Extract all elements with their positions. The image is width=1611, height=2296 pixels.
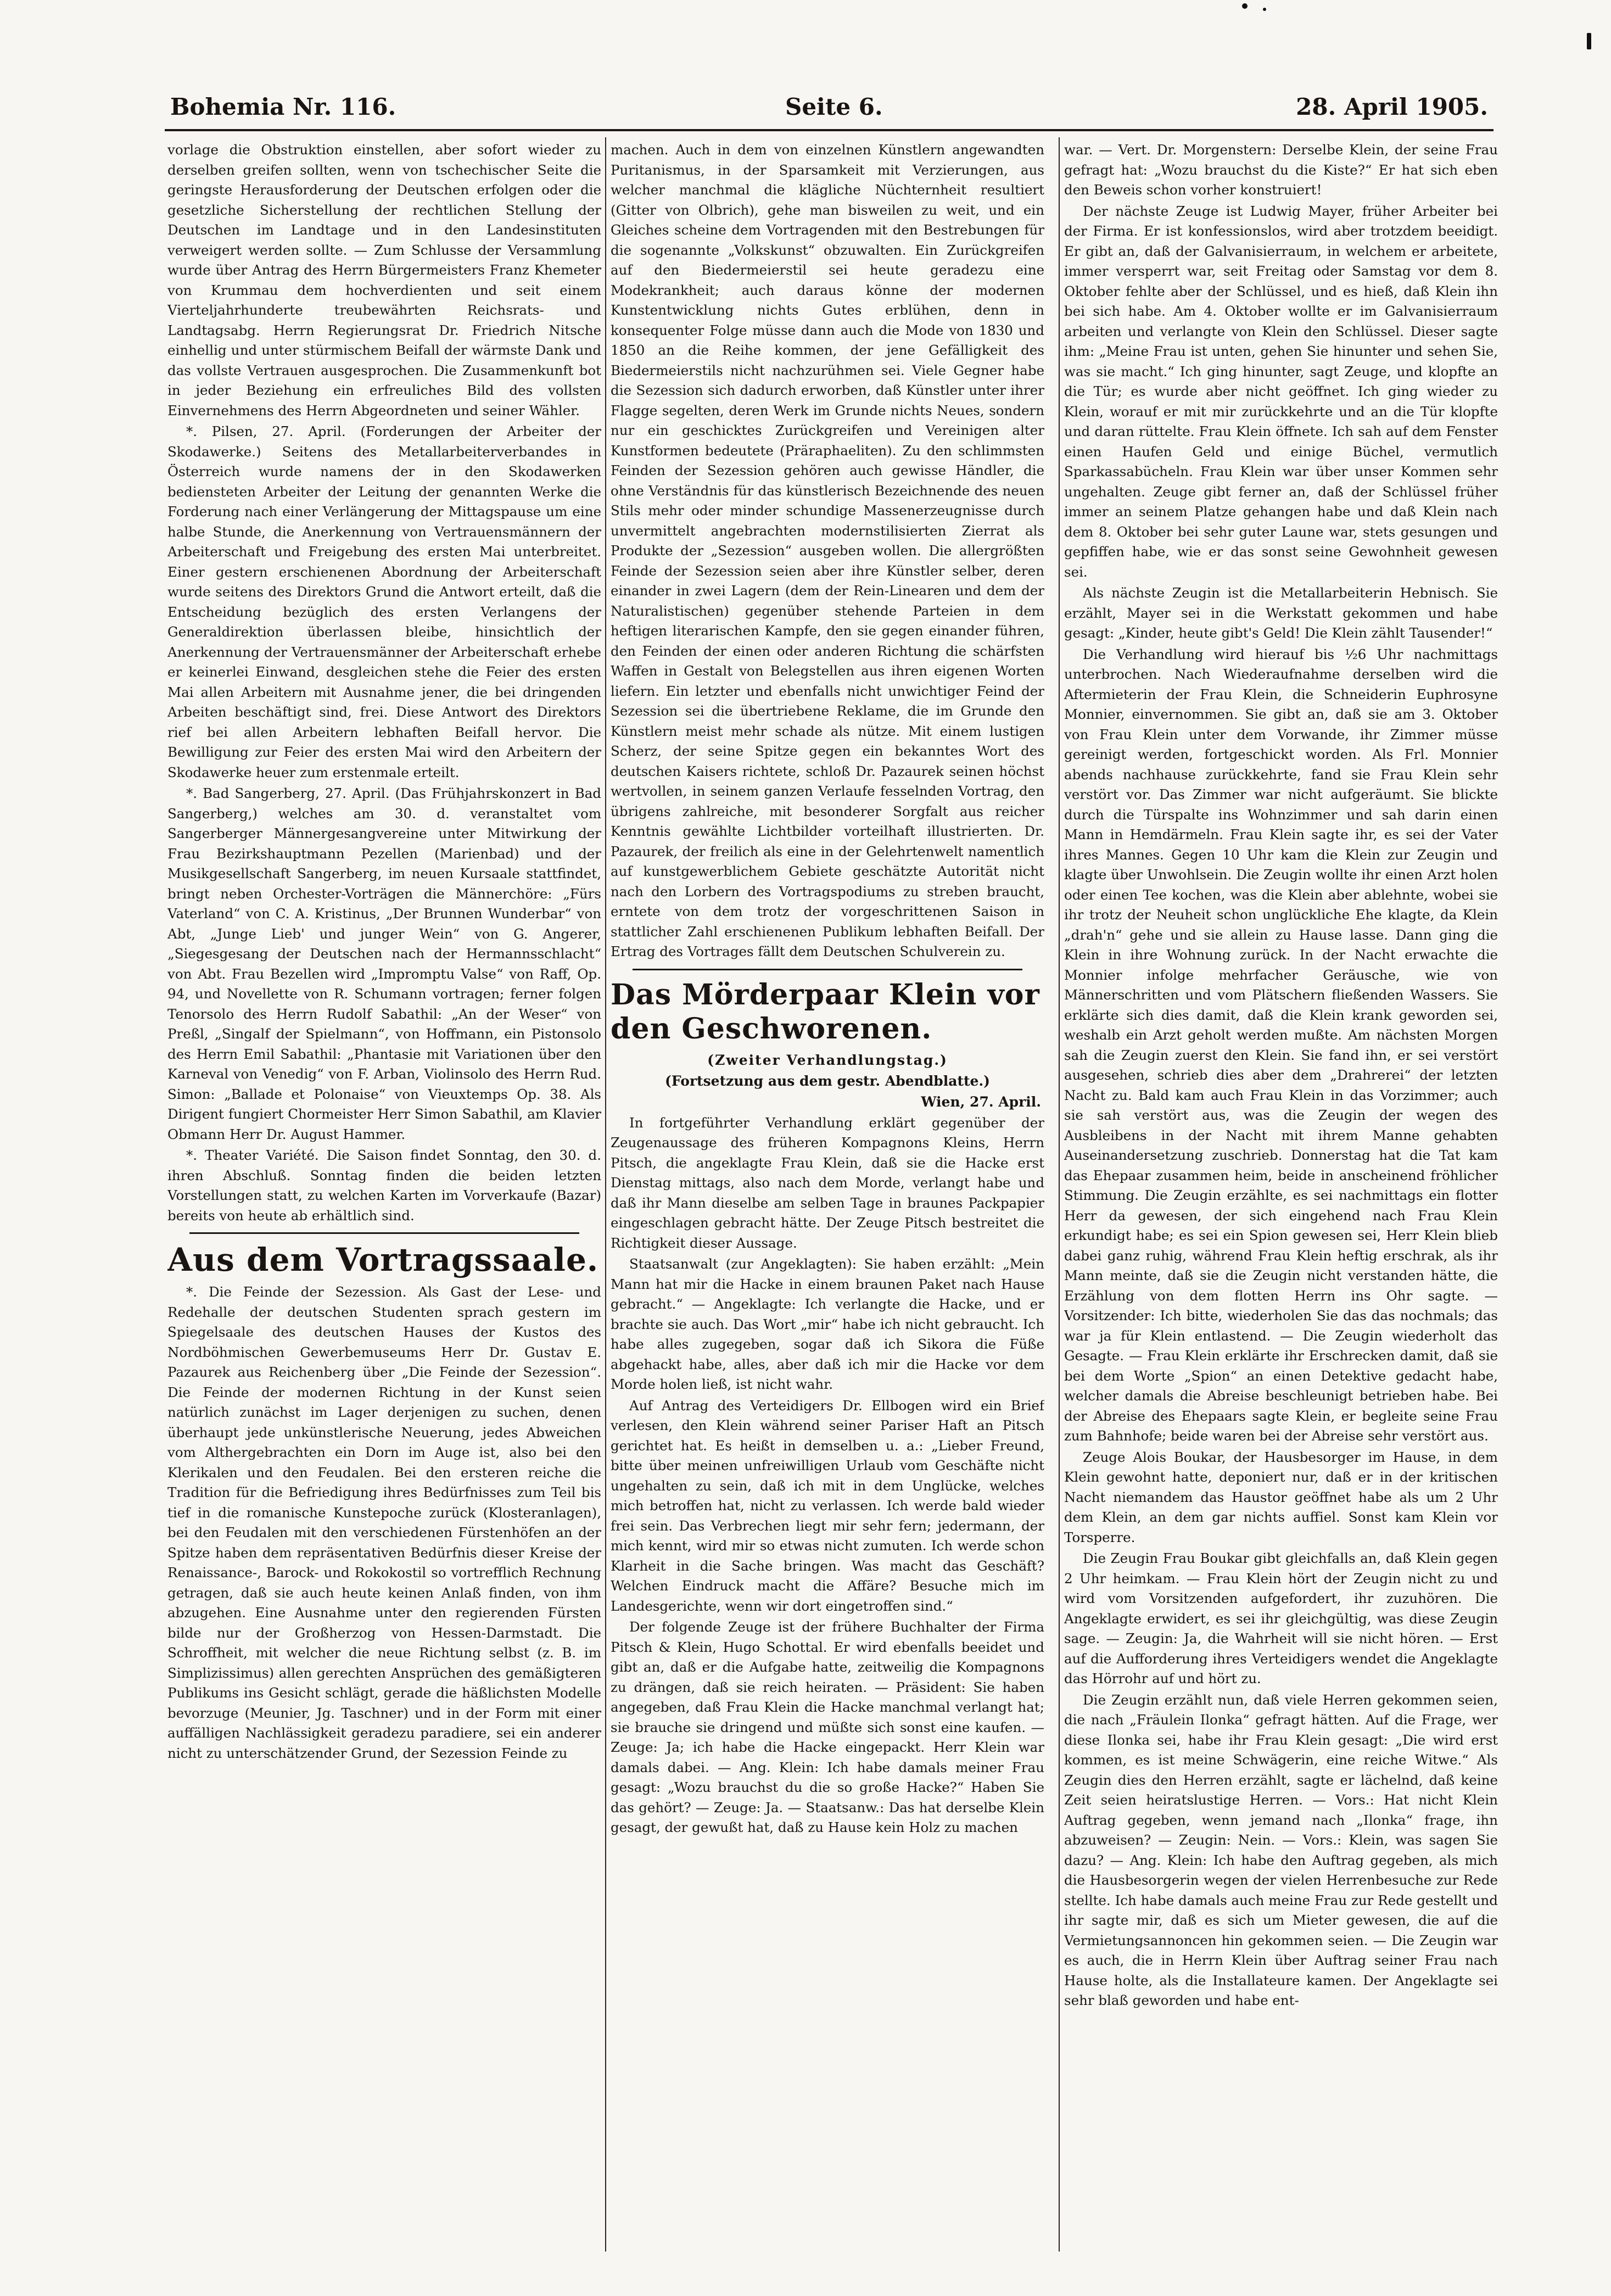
trial-paragraph: Als nächste Zeugin ist die Metallarbeiterin Hebnisch. Sie erzählt, Mayer sei in die Werkstatt gekommen und habe gesagt: „Kinder, heute gibt's Geld! Die Klein zählt Tausender!“ bbox=[1064, 585, 1498, 641]
column-2 bbox=[611, 140, 1044, 2249]
article-theater-variete: *. Theater Variété. Die Saison findet Sonntag, den 30. d. ihren Abschluß. Sonntag finden die beiden letzten Vorstellungen statt, zu welchen Karten im Vorverkaufe (Bazar) bereits von heute ab erhältlich sind. bbox=[167, 1147, 601, 1224]
trial-paragraph: Die Zeugin erzählt nun, daß viele Herren gekommen seien, die nach „Fräulein Ilonka“ gefragt hätten. Auf die Frage, wer diese Ilonka sei, habe ihr Frau Klein gesagt: „Die wird erst kommen, es ist meine Schwägerin, eine reiche Witwe.“ Als Zeugin dies den Herren erzählt, sagte er lächelnd, daß keine Zeit seien heiratslustige Herren. — Vors.: Hat nicht Klein Auftrag gegeben, wenn jemand nach „Ilonka“ frage, ihn abzuweisen? — Zeugin: Nein. — Vors.: Klein, was sagen Sie dazu? — Ang. Klein: Ich habe den Auftrag gegeben, als mich die Hausbesorgerin wegen der vielen Herrenbesuche zur Rede stellte. Ich habe damals auch meine Frau zur Rede gestellt und ihr sagte mir, daß es sich um Mieter gewesen, die auf die Vermietungsannoncen hin gekommen seien. — Die Zeugin war es auch, die in Herrn Klein über Auftrag seiner Frau nach Hause holte, als die Installateure kamen. Der Angeklagte sei sehr blaß geworden und habe ent- bbox=[1064, 1691, 1498, 2008]
header-date: 28. April 1905. bbox=[1296, 93, 1488, 120]
section-divider bbox=[633, 969, 1022, 970]
scan-speck bbox=[1242, 3, 1248, 9]
scan-speck bbox=[1587, 33, 1591, 49]
column-divider-1 bbox=[605, 137, 606, 2252]
header-page-number: Seite 6. bbox=[785, 93, 883, 120]
article-text: vorlage die Obstruktion einstellen, aber sofort wieder zu derselben greifen sollten, wenn von tschechischer Seite die geringste Herausforderung der Deutschen erfolgen oder die gesetzliche Sicherstellung der rechtlichen Stellung der Deutschen im Landtage und in den Landesinstituten verweigert werden sollte. — Zum Schlusse der Versammlung wurde über Antrag des Herrn Bürgermeisters Franz Khemeter von Krummau dem hochverdienten und seit einem Vierteljahrhunderte treubewährten Reichsrats- und Landtagsabg. Herrn Regierungsrat Dr. Friedrich Nitsche einhellig und unter stürmischem Beifall der wärmste Dank und das vollste Vertrauen ausgesprochen. Die Zusammenkunft bot in jeder Beziehung ein erfreuliches Bild des vollsten Einvernehmens des Herrn Abgeordneten und seiner Wähler. bbox=[167, 142, 601, 418]
dateline: Wien, 27. April. bbox=[921, 1093, 1041, 1110]
trial-paragraph: Der folgende Zeuge ist der frühere Buchhalter der Firma Pitsch & Klein, Hugo Schottal. Er wird ebenfalls beeidet und gibt an, daß er die Aufgabe hatte, zeitweilig die Kompagnons zu drängen, daß sie reich heiraten. — Präsident: Sie haben angegeben, daß Frau Klein die Hacke manchmal verlangt hat; sie brauche sie dringend und müßte sich sonst eine kaufen. — Zeuge: Ja; ich habe die Hacke eingepackt. Herr Klein war damals dabei. — Ang. Klein: Ich habe damals meiner Frau gesagt: „Wozu brauchst du die so große Hacke?“ Haben Sie das gehört? — Zeuge: Ja. — Staatsanw.: Das hat derselbe Klein gesagt, der gewußt hat, daß zu Hause kein Holz zu machen bbox=[611, 1619, 1044, 1835]
trial-paragraph: Zeuge Alois Boukar, der Hausbesorger im Hause, in dem Klein gewohnt hatte, deponiert nur, daß er in der kritischen Nacht niemandem das Haustor geöffnet habe als um 2 Uhr dem Klein, an dem gar nichts auffiel. Sonst kam Klein vor Torsperre. bbox=[1064, 1449, 1498, 1545]
article-text: machen. Auch in dem von einzelnen Künstlern angewandten Puritanismus, in der Sparsamkeit mit Verzierungen, aus welcher manchmal die klägliche Nüchternheit resultiert (Gitter von Olbrich), gehe man bisweilen zu weit, und ein Gleiches scheine dem Vortragenden mit den Bestrebungen für die sogenannte „Volkskunst“ obzuwalten. Ein Zurückgreifen auf den Biedermeierstil sei heute geradezu eine Modekrankheit; auch daraus könne der modernen Kunstentwicklung nichts Gutes erblühen, denn in konsequenter Folge müsse dann auch die Mode von 1830 und 1850 an die Reihe kommen, der jene Gefälligkeit des Biedermeierstils nicht nachzurühmen sei. Viele Gegner habe die Sezession sich dadurch erworben, daß Künstler unter ihrer Flagge segelten, deren Werk im Grunde nichts Neues, sondern nur ein geschicktes Zurückgreifen und Vereinigen alter Kunstformen bedeutete (Präraphaeliten). Zu den schlimmsten Feinden der Sezession gehören auch gewisse Händler, die ohne Verständnis für das künstlerisch Bezeichnende des neuen Stils mehr oder minder schundige Massenerzeugnisse durch unvermittelt angebrachten modernstilisierten Zierrat als Produkte der „Sezession“ ausgeben wollen. Die allergrößten Feinde der Sezession seien aber ihre Künstler selber, deren einander in zwei Lagern (dem der Rein-Linearen und dem der Naturalistischen) gegenüber stehende Parteien in dem heftigen literarischen Kampfe, den sie gegen einander führen, den Feinden der einen oder anderen Richtung die schärfsten Waffen in Gestalt von Belegstellen aus ihren eigenen Worten liefern. Ein letzter und ebenfalls nicht unwichtiger Feind der Sezession sei die übertriebene Reklame, die im Grunde den Künstlern meist mehr schade als nütze. Mit einem lustigen Scherz, der seine Spitze gegen ein bekanntes Wort des deutschen Kaisers richtete, schloß Dr. Pazaurek seinen höchst wertvollen, in seinem ganzen Verlaufe fesselnden Vortrag, den übrigens zahlreiche, mit besonderer Sorgfalt aus reicher Kenntnis gewählte Lichtbilder vorteilhaft illustrierten. Dr. Pazaurek, der freilich als eine in der Gelehrtenwelt namentlich auf kunstgewerblichem Gebiete geschätzte Autorität nicht nach den Lorbern des Vortragspodiums zu streben braucht, erntete von dem trotz der vorgeschrittenen Saison in stattlicher Zahl erschienenen Publikum lebhaften Beifall. Der Ertrag des Vortrages fällt dem Deutschen Schulverein zu. bbox=[611, 142, 1044, 959]
trial-paragraph: Die Verhandlung wird hierauf bis ½6 Uhr nachmittags unterbrochen. Nach Wiederaufnahme derselben wird die Aftermieterin der Frau Klein, die Schneiderin Euphrosyne Monnier, einvernommen. Sie gibt an, daß sie am 3. Oktober von Frau Klein unter dem Vorwande, ihr Zimmer müsse gereinigt werden, fortgeschickt worden. Als Frl. Monnier abends nachhause zurückkehrte, fand sie Frau Klein sehr verstört vor. Das Zimmer war nicht aufgeräumt. Sie blickte durch die Türspalte ins Wohnzimmer und sah darin einen Mann in Hemdärmeln. Frau Klein sagte ihr, es sei der Vater ihres Mannes. Gegen 10 Uhr kam die Klein zur Zeugin und klagte über Unwohlsein. Die Zeugin wollte ihr einen Arzt holen oder einen Tee kochen, was die Klein aber ablehnte, wobei sie ihr trotz der Neuheit schon unglückliche Ehe klagte, da Klein „drah'n“ gehe und sie allein zu Hause lasse. Dann ging die Klein in ihre Wohnung zurück. In der Nacht erwachte die Monnier infolge mehrfacher Geräusche, wie von Männerschritten und vom Plätschern fließenden Wassers. Sie erklärte sich dies damit, daß die Klein krank geworden sei, weshalb ein Arzt geholt werden mußte. Am nächsten Morgen sah die Zeugin zuerst den Klein. Sie fand ihn, er sei verstört ausgesehen, schrieb dies aber dem „Drahrerei“ der letzten Nacht zu. Bald kam auch Frau Klein in das Vorzimmer; auch sie sah verstört aus, was die Zeugin der wegen des Ausbleibens in der Nacht mit ihrem Manne gehabten Auseinandersetzung zuschrieb. Donnerstag hat die Tat kam das Ehepaar zusammen heim, beide in anscheinend fröhlicher Stimmung. Die Zeugin erzählte, es sei nachmittags ein flotter Herr da gewesen, der sich eingehend nach Frau Klein erkundigt habe; es sei ein Spion gewesen sei, Herr Klein blieb dabei ganz ruhig, während Frau Klein heftig erschrak, als ihr Mann meinte, daß sie die Zeugin nicht verstanden hätte, die Erzählung von dem flotten Herrn ins Ohr sagte. — Vorsitzender: Ich bitte, wiederholen Sie das das nochmals; das war ja für Klein entlastend. — Die Zeugin wiederholt das Gesagte. — Frau Klein erklärte ihr Erschrecken damit, daß sie bei dem Worte „Spion“ an einen Detektive gedacht habe, welcher damals die Abreise beschleunigt betrieben habe. Bei der Abreise des Ehepaars sagte Klein, er begleite seine Frau zum Bahnhofe; beide waren bei der Abreise sehr verstört aus. bbox=[1064, 646, 1498, 1444]
scan-speck bbox=[1263, 8, 1266, 11]
trial-paragraph: Der nächste Zeuge ist Ludwig Mayer, früher Arbeiter bei der Firma. Er ist konfessionslos, wird aber trotzdem beeidigt. Er gibt an, daß der Galvanisierraum, in welchem er arbeitete, immer versperrt war, seit Freitag oder Samstag vor dem 8. Oktober fehlte aber der Schlüssel, und es hieß, daß Klein ihn bei sich habe. Am 4. Oktober wollte er im Galvanisierraum arbeiten und verlangte von Klein den Schlüssel. Dieser sagte ihm: „Meine Frau ist unten, gehen Sie hinunter und sehen Sie, was sie macht.“ Ich ging hinunter, sagt Zeuge, und klopfte an die Tür; es wurde aber nicht geöffnet. Ich ging wieder zu Klein, worauf er mit mir zurückkehrte und an die Tür klopfte und daran rüttelte. Frau Klein öffnete. Ich sah auf dem Fenster einen Haufen Geld und einige Büchel, vermutlich Sparkassabücheln. Frau Klein war über unser Kommen sehr ungehalten. Zeuge gibt ferner an, daß der Schlüssel früher immer an seinem Platze gehangen habe und daß Klein nach dem 8. Oktober bei sehr guter Laune war, stets gesungen und gepfiffen habe, wie er das sonst seine Gewohnheit gewesen sei. bbox=[1064, 203, 1498, 580]
page-header bbox=[170, 93, 1488, 132]
column-1 bbox=[167, 140, 601, 2249]
article-pilsen: *. Pilsen, 27. April. (Forderungen der Arbeiter der Skodawerke.) Seitens des Metallarbeiterverbandes in Österreich wurde namens der in den Skodawerken bediensteten Arbeiter der Leitung der genannten Werke die Forderung nach einer Verlängerung der Mittagspause um eine halbe Stunde, die Anerkennung von Vertrauensmännern der Arbeiterschaft und Freigebung des ersten Mai unterbreitet. Einer gestern erschienenen Abordnung der Arbeiterschaft wurde seitens des Direktors Grund die Antwort erteilt, daß die Entscheidung bezüglich des ersten Verlangens der Generaldirektion überlassen bleibe, hinsichtlich der Anerkennung der Vertrauensmänner der Arbeiterschaft erhebe er keinerlei Einwand, desgleichen stehe die Feier des ersten Mai allen Arbeitern mit Ausnahme jener, die bei dringenden Arbeiten beschäftigt sind, frei. Diese Antwort des Direktors rief bei allen Arbeitern lebhaften Beifall hervor. Die Bewilligung zur Feier des ersten Mai wird den Arbeitern der Skodawerke heuer zum erstenmale erteilt. bbox=[167, 423, 601, 780]
section-subtitle: (Zweiter Verhandlungstag.) bbox=[707, 1052, 948, 1068]
trial-paragraph: Auf Antrag des Verteidigers Dr. Ellbogen wird ein Brief verlesen, den Klein während seiner Pariser Haft an Pitsch gerichtet hat. Es heißt in demselben u. a.: „Lieber Freund, bitte über meinen unfreiwilligen Urlaub vom Geschäfte nicht ungehalten zu sein, daß ich mit in dem Unglücke, welches mich betroffen hat, nicht zu verlassen. Ich werde bald wieder frei sein. Das Verbrechen liegt mir sehr fern; jedermann, der mich kennt, wird mir so etwas nicht zumuten. Ich werde schon Klarheit in die Sache bringen. Was macht das Geschäft? Welchen Eindruck macht die Affäre? Besuche mich im Landesgerichte, wenn wir dort eingetroffen sind.“ bbox=[611, 1397, 1044, 1614]
article-feinde-der-sezession: *. Die Feinde der Sezession. Als Gast der Lese- und Redehalle der deutschen Studenten sprach gestern im Spiegelsaale des deutschen Hauses der Kustos des Nordböhmischen Gewerbemuseums Herr Dr. Gustav E. Pazaurek aus Reichenberg über „Die Feinde der Sezession“. Die Feinde der modernen Richtung in der Kunst seien natürlich zunächst im Lager derjenigen zu suchen, denen überhaupt jede unkünstlerische Neuerung, jedes Abweichen vom Althergebrachten ein Dorn im Auge ist, also bei den Klerikalen und den Feudalen. Bei den ersteren reiche die Tradition für die Befriedigung ihres Bedürfnisses zum Teil bis tief in die romanische Kunstepoche zurück (Klosteranlagen), bei den Feudalen mit den verschiedenen Fürstenhöfen an der Spitze haben dem repräsentativen Bedürfnis dieser Kreise der Renaissance-, Barock- und Rokokostil so vortrefflich Rechnung getragen, daß sie auch heute keinen Anlaß finden, von ihm abzugehen. Eine Ausnahme unter den regierenden Fürsten bilde nur der Großherzog von Hessen-Darmstadt. Die Schroffheit, mit welcher die neue Richtung selbst (z. B. im Simplizissimus) allen gerechten Ansprüchen des gemäßigteren Publikums ins Gesicht schlägt, gerade die häßlichsten Modelle bevorzuge (Meunier, Jg. Taschner) und in der Form mit einer auffälligen Nachlässigkeit geradezu paradiere, sei ein anderer nicht zu unterschätzender Grund, der Sezession Feinde zu bbox=[167, 1284, 601, 1761]
trial-paragraph: war. — Vert. Dr. Morgenstern: Derselbe Klein, der seine Frau gefragt hat: „Wozu brauchst du die Kiste?“ Er hat sich eben den Beweis schon vorher konstruiert! bbox=[1064, 142, 1498, 198]
section-subtitle-continuation: (Fortsetzung aus dem gestr. Abendblatte.) bbox=[664, 1072, 990, 1089]
trial-paragraph: In fortgeführter Verhandlung erklärt gegenüber der Zeugenaussage des früheren Kompagnons Kleins, Herrn Pitsch, die angeklagte Frau Klein, daß sie die Hacke erst Dienstag mittags, also nach dem Morde, verlangt habe und daß ihr Mann dieselbe am selben Tage in braunes Packpapier eingeschlagen gebracht hätte. Der Zeuge Pitsch bestreitet die Richtigkeit dieser Aussage. bbox=[611, 1114, 1044, 1251]
column-3 bbox=[1064, 140, 1498, 2249]
trial-paragraph: Die Zeugin Frau Boukar gibt gleichfalls an, daß Klein gegen 2 Uhr heimkam. — Frau Klein hört der Zeugin nicht zu und wird vom Vorsitzenden aufgefordert, ihr zuzuhören. Die Angeklagte erwidert, es sei ihr gleichgültig, was diese Zeugin sage. — Zeugin: Ja, die Wahrheit will sie nicht hören. — Erst auf die Aufforderung ihres Verteidigers wendet die Angeklagte das Hörrohr auf und hört zu. bbox=[1064, 1550, 1498, 1686]
section-title-vortragssaale: Aus dem Vortragssaale. bbox=[167, 1241, 599, 1278]
trial-paragraph: Staatsanwalt (zur Angeklagten): Sie haben erzählt: „Mein Mann hat mir die Hacke in einem braunen Paket nach Hause gebracht.“ — Angeklagte: Ich verlangte die Hacke, und er brachte sie auch. Das Wort „mir“ habe ich nicht gebraucht. Ich habe alles zugegeben, sogar daß ich Sikora die Füße abgehackt habe, alles, aber daß ich mir die Hacke vor dem Morde holen ließ, ist nicht wahr. bbox=[611, 1256, 1044, 1392]
article-bad-sangerberg: *. Bad Sangerberg, 27. April. (Das Frühjahrskonzert in Bad Sangerberg,) welches am 30. d. veranstaltet vom Sangerberger Männergesangvereine unter Mitwirkung der Frau Bezirkshauptmann Pezellen (Marienbad) und der Musikgesellschaft Sangerberg, im neuen Kursaale stattfindet, bringt neben Orchester-Vorträgen die Männerchöre: „Fürs Vaterland“ von C. A. Kristinus, „Der Brunnen Wunderbar“ von Abt, „Junge Lieb' und junger Wein“ von G. Angerer, „Siegesgesang der Deutschen nach der Hermannsschlacht“ von Abt. Frau Bezellen wird „Impromptu Valse“ von Raff, Op. 94, und Novellette von R. Schumann vortragen; ferner folgen Tenorsolo des Herrn Rudolf Sabathil: „An der Weser“ von Preßl, „Singalf der Spielmann“, von Hoffmann, ein Pistonsolo des Herrn Emil Sabathil: „Phantasie mit Variationen über den Karneval von Venedig“ von F. Arban, Violinsolo des Herrn Rud. Simon: „Ballade et Polonaise“ von Vieuxtemps Op. 38. Als Dirigent fungiert Chormeister Herr Simon Sabathil, am Klavier Obmann Herr Dr. August Hammer. bbox=[167, 785, 601, 1142]
column-divider-2 bbox=[1059, 137, 1060, 2252]
header-publication: Bohemia Nr. 116. bbox=[170, 93, 396, 120]
section-title-moerderpaar: Das Mörderpaar Klein vor den Geschworenen. bbox=[611, 977, 1040, 1046]
section-divider bbox=[189, 1232, 579, 1234]
header-rule bbox=[165, 129, 1493, 131]
